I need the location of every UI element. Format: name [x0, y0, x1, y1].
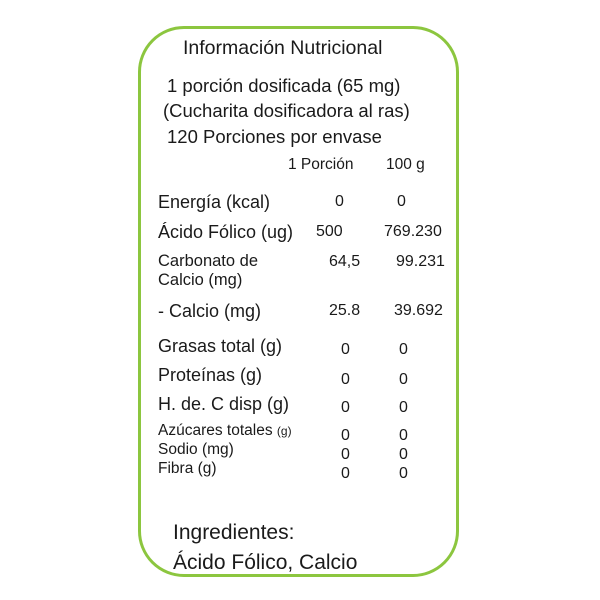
nutrient-label-grasas: Grasas total (g) [158, 336, 283, 356]
nutrient-label-carbonato-line2: Calcio (mg) [158, 271, 243, 289]
nutrient-label-carbohidratos: H. de. C disp (g) [158, 394, 290, 414]
label-title: Información Nutricional [183, 37, 383, 59]
nutrient-label-fibra: Fibra (g) [158, 460, 217, 477]
nutrient-value-energia-100g: 0 [397, 193, 406, 210]
nutrient-label-energia: Energía (kcal) [158, 192, 271, 212]
column-header-per-serving: 1 Porción [288, 156, 354, 173]
servings-per-container-line: 120 Porciones por envase [167, 126, 382, 147]
nutrient-value-sodio-serving: 0 [341, 446, 350, 463]
nutrient-value-acido-folico-100g: 769.230 [384, 223, 442, 240]
serving-size-line: 1 porción dosificada (65 mg) [167, 75, 401, 96]
nutrient-value-proteinas-100g: 0 [399, 371, 408, 388]
nutrient-value-sodio-100g: 0 [399, 446, 408, 463]
nutrient-value-carbohidratos-100g: 0 [399, 399, 408, 416]
nutrient-value-fibra-100g: 0 [399, 465, 408, 482]
nutrient-value-azucares-100g: 0 [399, 427, 408, 444]
nutrient-value-carbonato-100g: 99.231 [396, 253, 445, 270]
nutrient-label-azucares-unit: (g) [276, 424, 292, 438]
nutrient-value-carbohidratos-serving: 0 [341, 399, 350, 416]
nutrient-value-acido-folico-serving: 500 [316, 223, 343, 240]
nutrient-value-energia-serving: 0 [335, 193, 344, 210]
nutrient-value-proteinas-serving: 0 [341, 371, 350, 388]
nutrient-label-proteinas: Proteínas (g) [158, 365, 263, 385]
nutrient-value-calcio-serving: 25.8 [329, 302, 361, 319]
ingredients-list: Ácido Fólico, Calcio [173, 551, 358, 574]
nutrient-value-calcio-100g: 39.692 [394, 302, 443, 319]
serving-note-line: (Cucharita dosificadora al ras) [163, 100, 410, 121]
nutrient-label-calcio: - Calcio (mg) [158, 301, 262, 321]
nutrient-label-azucares [158, 423, 292, 439]
nutrient-value-grasas-100g: 0 [399, 341, 408, 358]
nutrient-label-azucares-text: Azúcares totales [158, 422, 273, 439]
column-header-per-100g: 100 g [386, 156, 425, 173]
nutrient-label-acido-folico: Ácido Fólico (ug) [158, 222, 294, 242]
nutrient-value-fibra-serving: 0 [341, 465, 350, 482]
nutrient-value-azucares-serving: 0 [341, 427, 350, 444]
ingredients-heading: Ingredientes: [173, 521, 295, 544]
nutrient-label-carbonato-line1: Carbonato de [158, 252, 258, 270]
nutrient-value-carbonato-serving: 64,5 [329, 253, 361, 270]
nutrient-value-grasas-serving: 0 [341, 341, 350, 358]
nutrient-label-sodio: Sodio (mg) [158, 441, 234, 458]
